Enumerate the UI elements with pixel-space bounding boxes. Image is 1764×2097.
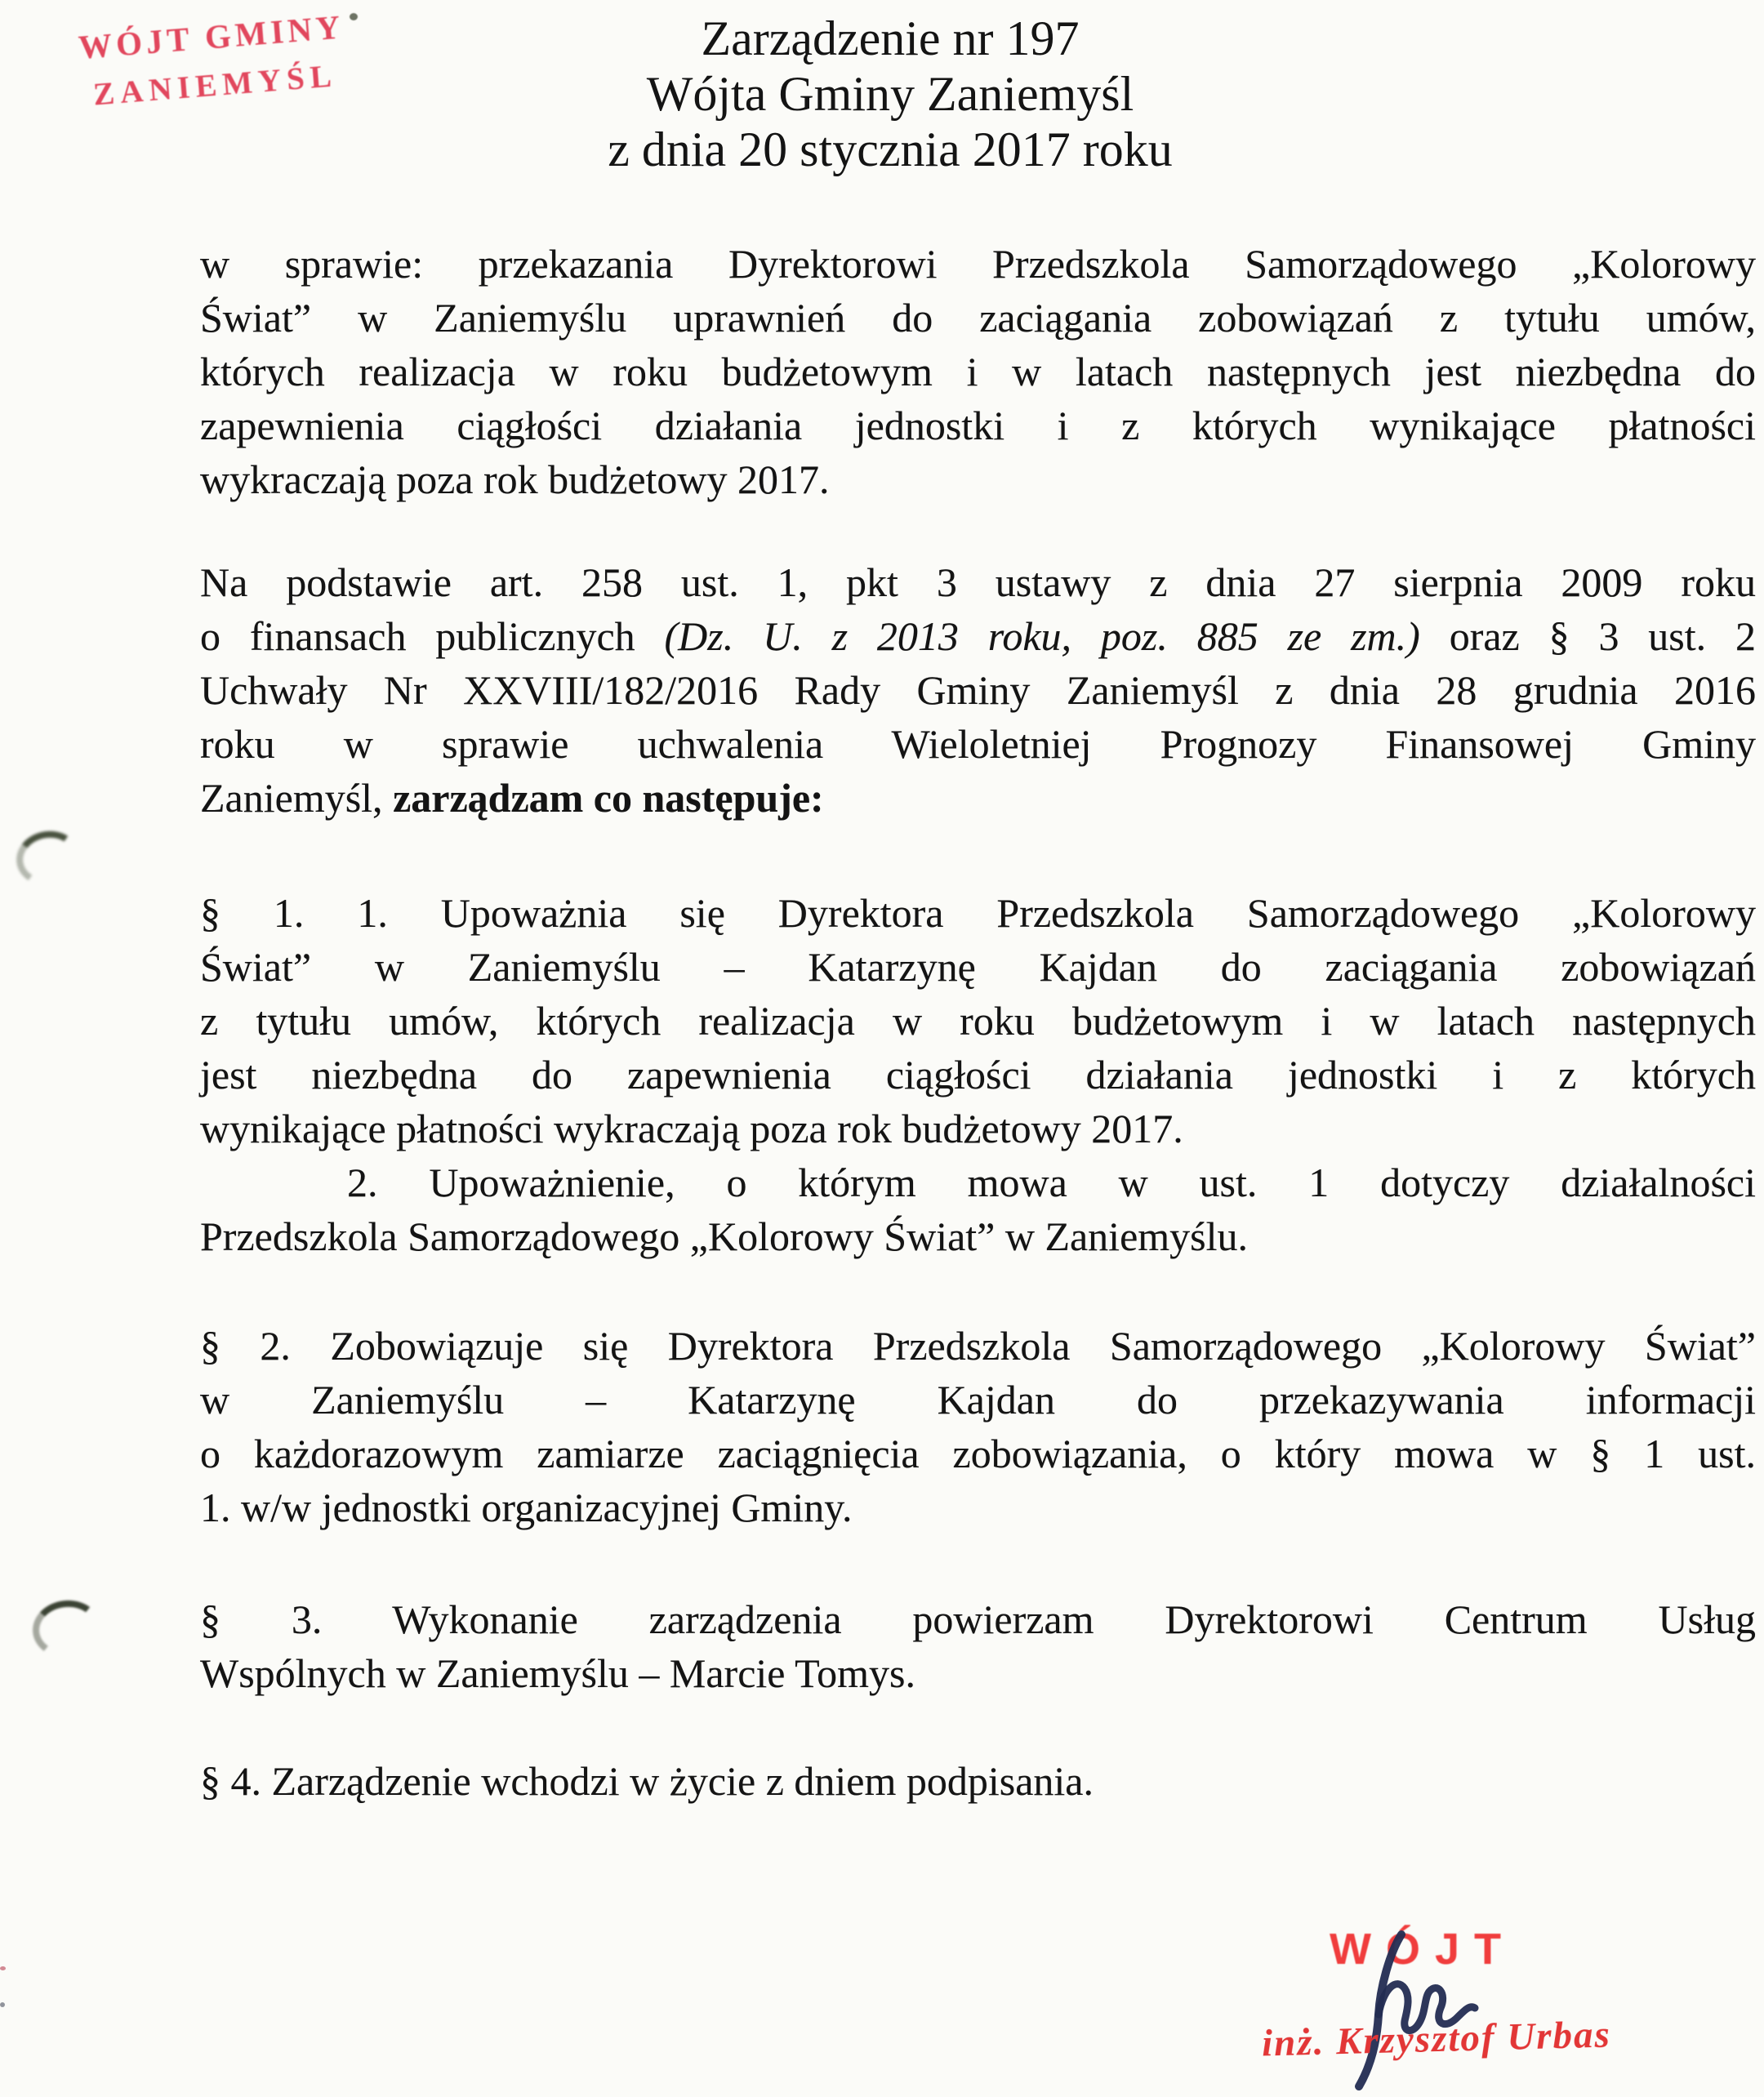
text-line: § 2. Zobowiązuje się Dyrektora Przedszkola Samorządowego „Kolorowy Świat” <box>200 1323 1756 1369</box>
text-line: § 4. Zarządzenie wchodzi w życie z dniem podpisania. <box>200 1758 1094 1804</box>
text-line: w sprawie: przekazania Dyrektorowi Przedszkola Samorządowego „Kolorowy <box>200 241 1756 287</box>
text-line: 2. Upoważnienie, o którym mowa w ust. 1 dotyczy działalności <box>347 1160 1756 1205</box>
text-line: § 1. 1. Upoważnia się Dyrektora Przedszkola Samorządowego „Kolorowy <box>200 890 1756 936</box>
text-run: Zaniemyśl, <box>200 775 394 821</box>
text-line: jest niezbędna do zapewnienia ciągłości działania jednostki i z których <box>200 1052 1756 1097</box>
stamp-top-line1: WÓJT GMINY <box>77 7 346 66</box>
text-line: wynikające płatności wykraczają poza rok budżetowy 2017. <box>200 1106 1183 1151</box>
document-title <box>200 11 1580 177</box>
paragraph-section-2 <box>200 1319 1756 1534</box>
title-line-number: Zarządzenie nr 197 <box>701 11 1080 65</box>
text-line: 1. w/w jednostki organizacyjnej Gminy. <box>200 1485 853 1530</box>
wojt-title-stamp: WÓJT <box>1330 1925 1516 1974</box>
text-line: o każdorazowym zamiarze zaciągnięcia zobowiązania, o który mowa w § 1 ust. <box>200 1431 1756 1476</box>
scan-speck <box>0 1966 6 1970</box>
paragraph-section-3 <box>200 1592 1756 1700</box>
text-run: oraz § 3 ust. 2 <box>1419 613 1757 659</box>
hole-punch-mark <box>12 826 84 891</box>
paragraph-subject <box>200 237 1756 506</box>
text-run: o finansach publicznych <box>200 613 665 659</box>
paragraph-section-4 <box>200 1754 1756 1808</box>
text-line: roku w sprawie uchwalenia Wieloletniej Prognozy Finansowej Gminy <box>200 721 1756 767</box>
title-line-date: z dnia 20 stycznia 2017 roku <box>608 122 1173 176</box>
text-line: zapewnienia ciągłości działania jednostki i z których wynikające płatności <box>200 403 1756 448</box>
text-line: Wspólnych w Zaniemyślu – Marcie Tomys. <box>200 1650 915 1696</box>
text-line: Świat” w Zaniemyślu – Katarzynę Kajdan do zaciągania zobowiązań <box>200 944 1756 990</box>
text-line: § 3. Wykonanie zarządzenia powierzam Dyrektorowi Centrum Usług <box>200 1596 1756 1642</box>
text-line: z tytułu umów, których realizacja w roku budżetowym i w latach następnych <box>200 998 1756 1044</box>
hole-punch-mark <box>30 1597 105 1661</box>
text-run-bold: zarządzam co następuje: <box>393 775 824 821</box>
handwritten-signature <box>1323 1930 1519 2097</box>
text-line <box>200 771 1756 825</box>
text-line: wykraczają poza rok budżetowy 2017. <box>200 456 830 502</box>
title-line-issuer: Wójta Gminy Zaniemyśl <box>646 67 1134 121</box>
text-line: w Zaniemyślu – Katarzynę Kajdan do przekazywania informacji <box>200 1377 1756 1422</box>
text-line: Świat” w Zaniemyślu uprawnień do zaciągania zobowiązań z tytułu umów, <box>200 295 1756 341</box>
text-run-italic: (Dz. U. z 2013 roku, poz. 885 ze zm.) <box>664 613 1420 659</box>
stamp-top-line2: ZANIEMYŚL <box>91 58 339 113</box>
text-line: których realizacja w roku budżetowym i w latach następnych jest niezbędna do <box>200 349 1756 394</box>
paragraph-legal-basis <box>200 555 1756 825</box>
text-line: Przedszkola Samorządowego „Kolorowy Świat” w Zaniemyślu. <box>200 1213 1249 1259</box>
signatory-name: inż. Krzysztof Urbas <box>1261 2013 1612 2065</box>
text-line <box>200 609 1756 663</box>
text-line: Na podstawie art. 258 ust. 1, pkt 3 ustawy z dnia 27 sierpnia 2009 roku <box>200 559 1756 605</box>
scan-speck <box>0 2002 5 2007</box>
text-line: Uchwały Nr XXVIII/182/2016 Rady Gminy Zaniemyśl z dnia 28 grudnia 2016 <box>200 667 1756 713</box>
paragraph-section-1 <box>200 886 1756 1263</box>
